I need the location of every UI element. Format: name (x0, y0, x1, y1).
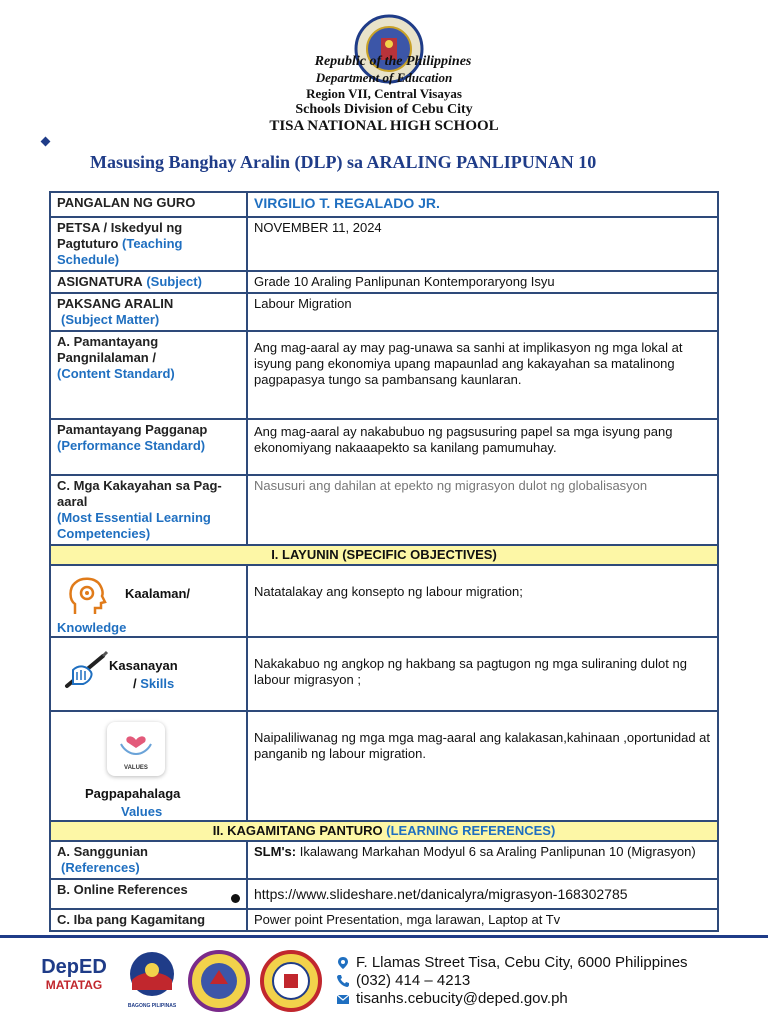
phone-text: (032) 414 – 4213 (356, 972, 471, 989)
skills-value: Nakakabuo ng angkop ng hakbang sa pagtugon ng mga suliraning dulot ng labour migrasyon ; (254, 656, 687, 687)
knowledge-label: Kaalaman/ (125, 586, 191, 601)
contact-info (336, 954, 688, 1008)
performance-label-en: (Performance Standard) (57, 438, 206, 453)
teacher-label: PANGALAN NG GURO (57, 195, 196, 210)
competencies-label: C. Mga Kakayahan sa Pag-aaral (57, 478, 222, 509)
teacher-value: VIRGILIO T. REGALADO JR. (254, 195, 440, 211)
footer-divider (0, 935, 768, 938)
competencies-value: Nasusuri ang dahilan at epekto ng migrasyon dulot ng globalisasyon (254, 478, 648, 493)
bullet-dot-icon (231, 894, 240, 903)
skills-label: Kasanayan (109, 658, 178, 673)
values-label: Pagpapahalaga (85, 786, 181, 801)
slm-prefix: SLM's: (254, 844, 297, 859)
deped-matatag-logo (38, 956, 110, 992)
cebu-city-division-seal-icon (188, 950, 250, 1012)
division-line: Schools Division of Cebu City (295, 102, 473, 117)
department-line: Department of Education (315, 70, 453, 85)
topic-value: Labour Migration (254, 296, 352, 311)
tisa-nhs-seal-icon (260, 950, 322, 1012)
date-value: NOVEMBER 11, 2024 (254, 220, 382, 235)
performance-value: Ang mag-aaral ay nakabubuo ng pagsusuring papel sa mga isyung pang ekonomiyang nakaaapekto sa kanilang pamumuhay. (254, 424, 673, 455)
table-row (50, 217, 718, 271)
heart-hands-icon (118, 726, 154, 756)
online-reference-link[interactable]: https://www.slideshare.net/danicalyra/migrasyon-168302785 (254, 886, 628, 902)
matatag-logo-text: MATATAG (45, 978, 103, 992)
competencies-label-en: (Most Essential Learning Competencies) (57, 510, 211, 541)
hand-pencil-icon (63, 650, 109, 690)
references-section-title: II. KAGAMITANG PANTURO (212, 823, 383, 838)
online-label: B. Online References (57, 882, 188, 897)
values-badge (107, 722, 165, 776)
address-text: F. Llamas Street Tisa, Cebu City, 6000 Philippines (356, 954, 688, 971)
footer-logos (38, 950, 338, 1012)
document-title: Masusing Banghay Aralin (DLP) sa ARALING PANLIPUNAN 10 (90, 152, 597, 172)
table-row (50, 565, 718, 637)
content-value: Ang mag-aaral ay may pag-unawa sa sanhi at implikasyon ng mga lokal at isyung pang ekonomiya upang mapaunlad ang kakayahan sa matalinong pagpapasya tungo sa pambansang kaunlaran. (254, 340, 683, 387)
date-label: PETSA / Iskedyul ng Pagtuturo (57, 220, 183, 251)
slm-value: Ikalawang Markahan Modyul 6 sa Araling Panlipunan 10 (Migrasyon) (299, 844, 696, 859)
table-row (50, 331, 718, 419)
bagong-pilipinas-text: BAGONG PILIPINAS (127, 1003, 177, 1009)
content-label-en: (Content Standard) (57, 366, 175, 381)
table-row (50, 841, 718, 879)
school-line: TISA NATIONAL HIGH SCHOOL (269, 118, 499, 134)
email-icon (336, 992, 350, 1006)
table-row (50, 419, 718, 475)
location-pin-icon (336, 956, 350, 970)
table-row (50, 475, 718, 545)
bullet-icon (41, 137, 51, 147)
email-text[interactable]: tisanhs.cebucity@deped.gov.ph (356, 990, 568, 1007)
subject-label-en: (Subject) (146, 274, 202, 289)
values-badge-text: VALUES (124, 765, 148, 771)
table-row (50, 909, 718, 931)
objectives-section-header (50, 545, 718, 565)
lesson-plan-table (49, 191, 719, 932)
references-section-title-en: (LEARNING REFERENCES) (386, 823, 556, 838)
republic-line: Republic of the Philippines (314, 54, 472, 69)
letterhead (0, 14, 768, 134)
table-row (50, 192, 718, 217)
table-row (50, 879, 718, 909)
topic-label: PAKSANG ARALIN (57, 296, 174, 311)
subject-value: Grade 10 Araling Panlipunan Kontemporaryong Isyu (254, 274, 555, 289)
date-label-en: (Teaching Schedule) (57, 236, 183, 267)
table-row (50, 711, 718, 821)
subject-label: ASIGNATURA (57, 274, 143, 289)
other-materials-value: Power point Presentation, mga larawan, Laptop at Tv (254, 912, 561, 927)
bagong-pilipinas-icon (125, 950, 179, 998)
table-row (50, 271, 718, 293)
knowledge-value: Natatalakay ang konsepto ng labour migration; (254, 584, 523, 599)
values-label-en: Values (121, 804, 163, 819)
references-section-header (50, 821, 718, 841)
objectives-section-title: I. LAYUNIN (SPECIFIC OBJECTIVES) (50, 545, 718, 565)
knowledge-label-en: Knowledge (57, 620, 127, 635)
table-row (50, 637, 718, 711)
region-line: Region VII, Central Visayas (306, 86, 462, 101)
performance-label: Pamantayang Pagganap (57, 422, 208, 437)
sources-label-en: (References) (61, 860, 140, 875)
other-materials-label: C. Iba pang Kagamitang (57, 912, 206, 927)
topic-label-en: (Subject Matter) (61, 312, 160, 327)
deped-logo-text: DepED (41, 956, 107, 978)
values-value: Naipaliliwanag ng mga mga mag-aaral ang kalakasan,kahinaan ,oportunidad at panganib ng labour migration. (254, 730, 711, 761)
phone-icon (336, 974, 350, 988)
bagong-pilipinas-logo (118, 950, 186, 1009)
sources-label: A. Sanggunian (57, 844, 148, 859)
head-gear-icon (67, 574, 107, 616)
table-row (50, 293, 718, 331)
content-label: A. Pamantayang Pangnilalaman / (57, 334, 159, 365)
skills-label-en: / Skills (133, 676, 175, 691)
